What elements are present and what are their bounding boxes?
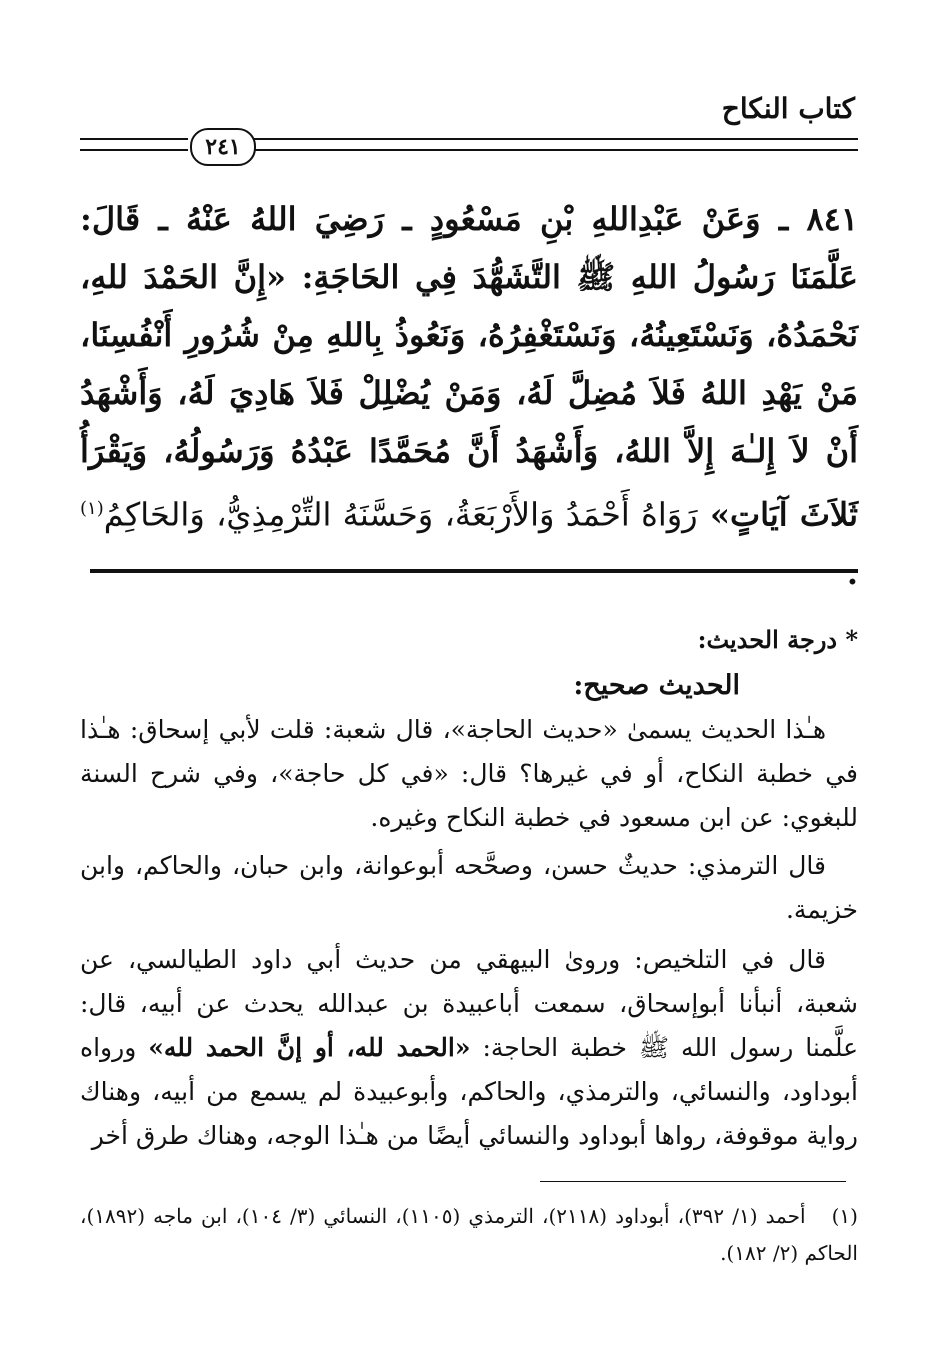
header-rule-left-bottom	[80, 149, 188, 151]
commentary	[80, 618, 858, 1158]
hadith-quote: «إِنَّ الحَمْدَ للهِ، نَحْمَدُهُ، وَنَسْتَعِينُهُ، وَنَسْتَغْفِرُهُ، وَنَعُوذُ بِاللهِ مِنْ شُرُورِ أَنْفُسِنَا، مَنْ يَهْدِ اللهُ فَلاَ مُضِلَّ لَهُ، وَمَنْ يُضْلِلْ فَلاَ هَادِيَ لَهُ، وَأَشْهَدُ أَنْ لاَ إِلـٰهَ إِلاَّ اللهُ، وَأَشْهَدُ أَنَّ مُحَمَّدًا عَبْدُهُ وَرَسُولُهُ، وَيَقْرَأُ ثَلاَثَ آيَاتٍ»	[80, 258, 859, 534]
page-number	[190, 128, 256, 166]
grade-verdict: الحديث صحيح:	[573, 670, 740, 701]
hadith-opening: وَعَنْ عَبْدِاللهِ بْنِ مَسْعُودٍ ـ رَضِيَ اللهُ عَنْهُ ـ قَالَ: عَلَّمَنَا رَسُولُ اللهِ ﷺ التَّشَهُّدَ فِي الحَاجَةِ:	[80, 200, 858, 296]
header-rule-right-bottom	[254, 149, 858, 151]
paragraph-3-start: قال في التلخيص: وروىٰ البيهقي من حديث أبي داود الطيالسي، عن شعبة، أنبأنا أبوإسحاق، سمعت أباعبيدة بن عبدالله يحدث عن أبيه، قال: علَّمنا رسول الله ﷺ خطبة الحاجة:	[80, 945, 859, 1062]
book-title: كتاب النكاح	[721, 92, 855, 125]
paragraph-3-quote: «الحمد لله، أو إنَّ الحمد لله»	[148, 1033, 471, 1062]
hadith-narrators: رَوَاهُ أَحْمَدُ وَالأَرْبَعَةُ، وَحَسَّنَهُ التِّرْمِذِيُّ، وَالحَاكِمُ	[103, 495, 698, 534]
commentary-paragraph-3	[80, 938, 858, 1158]
footnote-reference: (١)	[80, 498, 104, 519]
hadith-number-dash: ـ	[778, 200, 789, 238]
footnote-text: أحمد (١/ ٣٩٢)، أبوداود (٢١١٨)، الترمذي (١١٠٥)، النسائي (٣/ ١٠٤)، ابن ماجه (١٨٩٢)، الحاكم (٢/ ١٨٢).	[80, 1204, 858, 1265]
page-number-text: ٢٤١	[205, 134, 241, 160]
header-rule-left-top	[80, 138, 188, 140]
footnote	[80, 1198, 858, 1272]
header-rule-right-top	[254, 138, 858, 140]
commentary-paragraph-2: قال الترمذي: حديثٌ حسن، وصحَّحه أبوعوانة، وابن حبان، والحاكم، وابن خزيمة.	[80, 851, 858, 924]
footnote-rule	[540, 1181, 846, 1182]
section-divider	[90, 569, 858, 573]
hadith-text	[80, 190, 858, 602]
footnote-marker: (١)	[831, 1204, 858, 1228]
paragraph-3-end: ورواه أبوداود، والنسائي، والترمذي، والحاكم، وأبوعبيدة لم يسمع من أبيه، وهناك رواية موقوفة، رواها أبوداود والنسائي أيضًا من هـٰذا الوجه، وهناك طرق أخر	[80, 1033, 858, 1150]
hadith-number: ٨٤١	[806, 200, 859, 238]
grade-heading: * درجة الحديث:	[697, 625, 858, 654]
commentary-paragraph-1: هـٰذا الحديث يسمىٰ «حديث الحاجة»، قال شعبة: قلت لأبي إسحاق: هـٰذا في خطبة النكاح، أو في غيرها؟ قال: «في كل حاجة»، وفي شرح السنة للبغوي: عن ابن مسعود في خطبة النكاح وغيره.	[80, 715, 858, 832]
